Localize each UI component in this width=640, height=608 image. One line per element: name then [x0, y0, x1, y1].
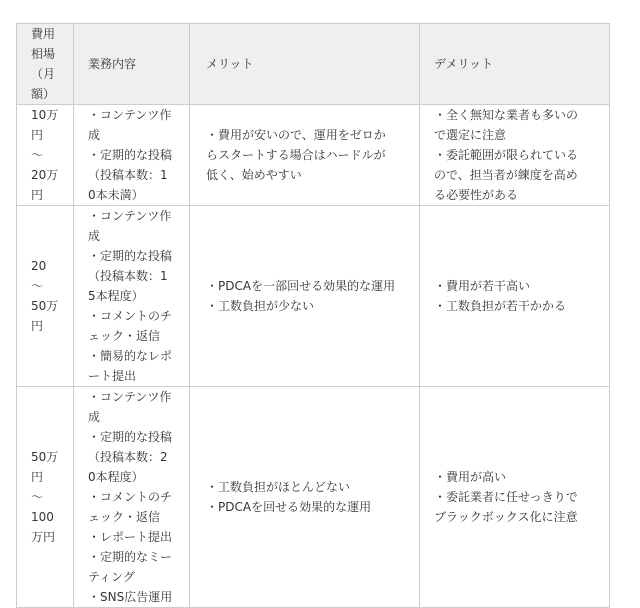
merit-cell: ・費用が安いので、運用をゼロか らスタートする場合はハードルが 低く、始めやすい: [190, 105, 420, 206]
table-header-row: [17, 24, 610, 105]
table-row: [17, 105, 610, 206]
header-content: 業務内容: [74, 24, 190, 105]
demerit-cell: ・費用が高い ・委託業者に任せっきりで ブラックボックス化に注意: [420, 387, 610, 608]
cost-cell: 50万 円 〜 100 万円: [17, 387, 74, 608]
content-cell: ・コンテンツ作 成 ・定期的な投稿 （投稿本数：1 5本程度） ・コメントのチ ェック・返信 ・簡易的なレポ ート提出: [74, 206, 190, 387]
cost-cell: 20 〜 50万 円: [17, 206, 74, 387]
merit-cell: ・工数負担がほとんどない ・PDCAを回せる効果的な運用: [190, 387, 420, 608]
table-row: [17, 387, 610, 608]
merit-cell: ・PDCAを一部回せる効果的な運用 ・工数負担が少ない: [190, 206, 420, 387]
demerit-cell: ・費用が若干高い ・工数負担が若干かかる: [420, 206, 610, 387]
fee-comparison-table: [16, 23, 610, 608]
header-cost: 費用 相場 （月 額）: [17, 24, 74, 105]
content-cell: ・コンテンツ作 成 ・定期的な投稿 （投稿本数：2 0本程度） ・コメントのチ ェック・返信 ・レポート提出 ・定期的なミー ティング ・SNS広告運用: [74, 387, 190, 608]
header-demerit: デメリット: [420, 24, 610, 105]
table-row: [17, 206, 610, 387]
demerit-cell: ・全く無知な業者も多いの で選定に注意 ・委託範囲が限られている ので、担当者が練度を高め る必要性がある: [420, 105, 610, 206]
header-merit: メリット: [190, 24, 420, 105]
cost-cell: 10万 円 〜 20万 円: [17, 105, 74, 206]
content-cell: ・コンテンツ作 成 ・定期的な投稿 （投稿本数：1 0本未満）: [74, 105, 190, 206]
